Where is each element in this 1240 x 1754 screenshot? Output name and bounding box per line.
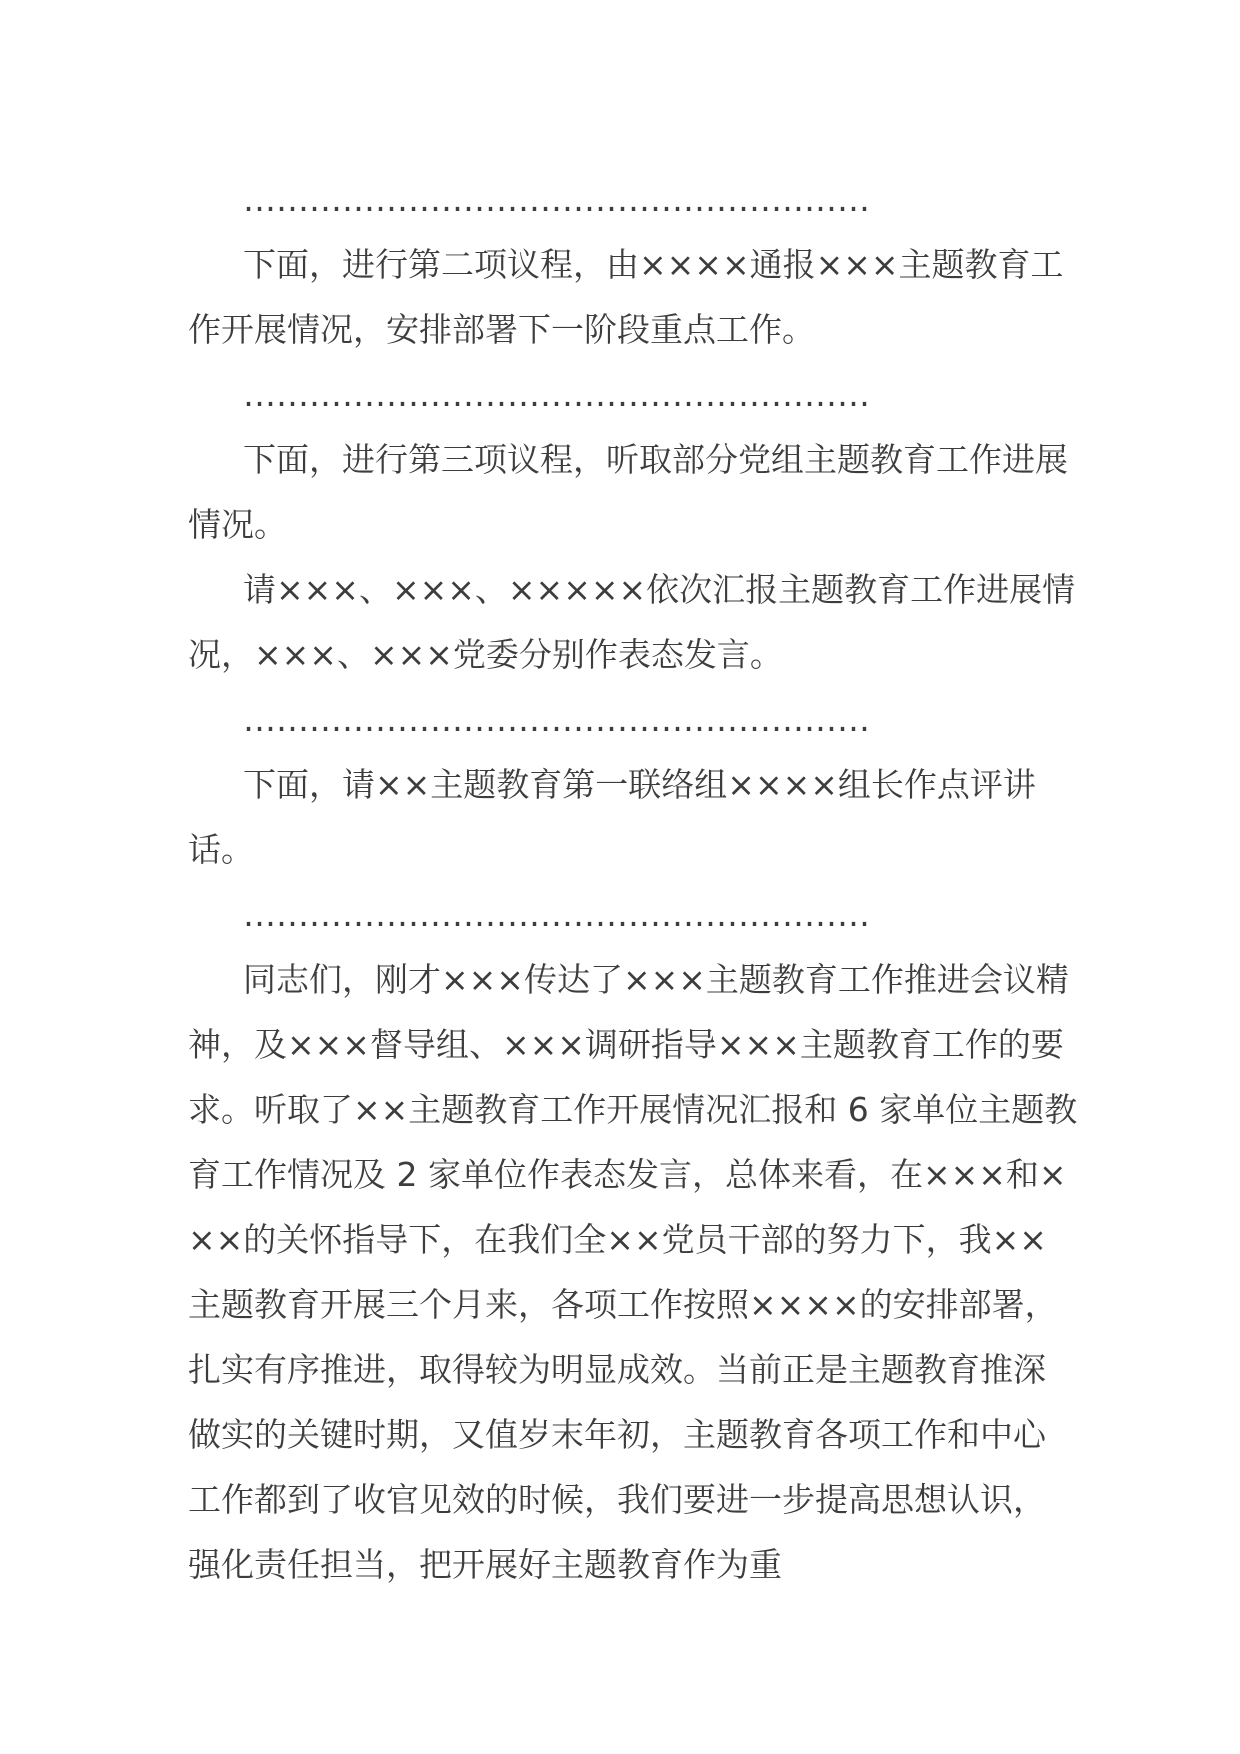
ellipsis-separator-4: ………………………………………………… <box>243 895 870 934</box>
document-body <box>188 167 1078 1597</box>
paragraph-liaison-remarks: 下面，请××主题教育第一联络组××××组长作点评讲话。 <box>188 765 1036 869</box>
ellipsis-separator-2: ………………………………………………… <box>243 375 870 414</box>
ellipsis-separator-1: ………………………………………………… <box>243 180 870 219</box>
paragraph-report-request: 请×××、×××、×××××依次汇报主题教育工作进展情况，×××、×××党委分别作表态发言。 <box>188 570 1076 674</box>
ellipsis-separator-3: ………………………………………………… <box>243 700 870 739</box>
paragraph-closing-speech: 同志们，刚才×××传达了×××主题教育工作推进会议精神，及×××督导组、×××调研指导×××主题教育工作的要求。听取了××主题教育工作开展情况汇报和 6 家单位主题教育工作情况及 2 家单位作表态发言，总体来看，在×××和×××的关怀指导下，在我们全××党员干部的努力下，我××主题教育开展三个月来，各项工作按照××××的安排部署，扎实有序推进，取得较为明显成效。当前正是主题教育推深做实的关键时期，又值岁末年初，主题教育各项工作和中心工作都到了收官见效的时候，我们要进一步提高思想认识，强化责任担当，把开展好主题教育作为重 <box>188 960 1078 1584</box>
paragraph-agenda-two: 下面，进行第二项议程，由××××通报×××主题教育工作开展情况，安排部署下一阶段重点工作。 <box>188 245 1064 349</box>
paragraph-agenda-three: 下面，进行第三项议程，听取部分党组主题教育工作进展情况。 <box>188 440 1068 544</box>
